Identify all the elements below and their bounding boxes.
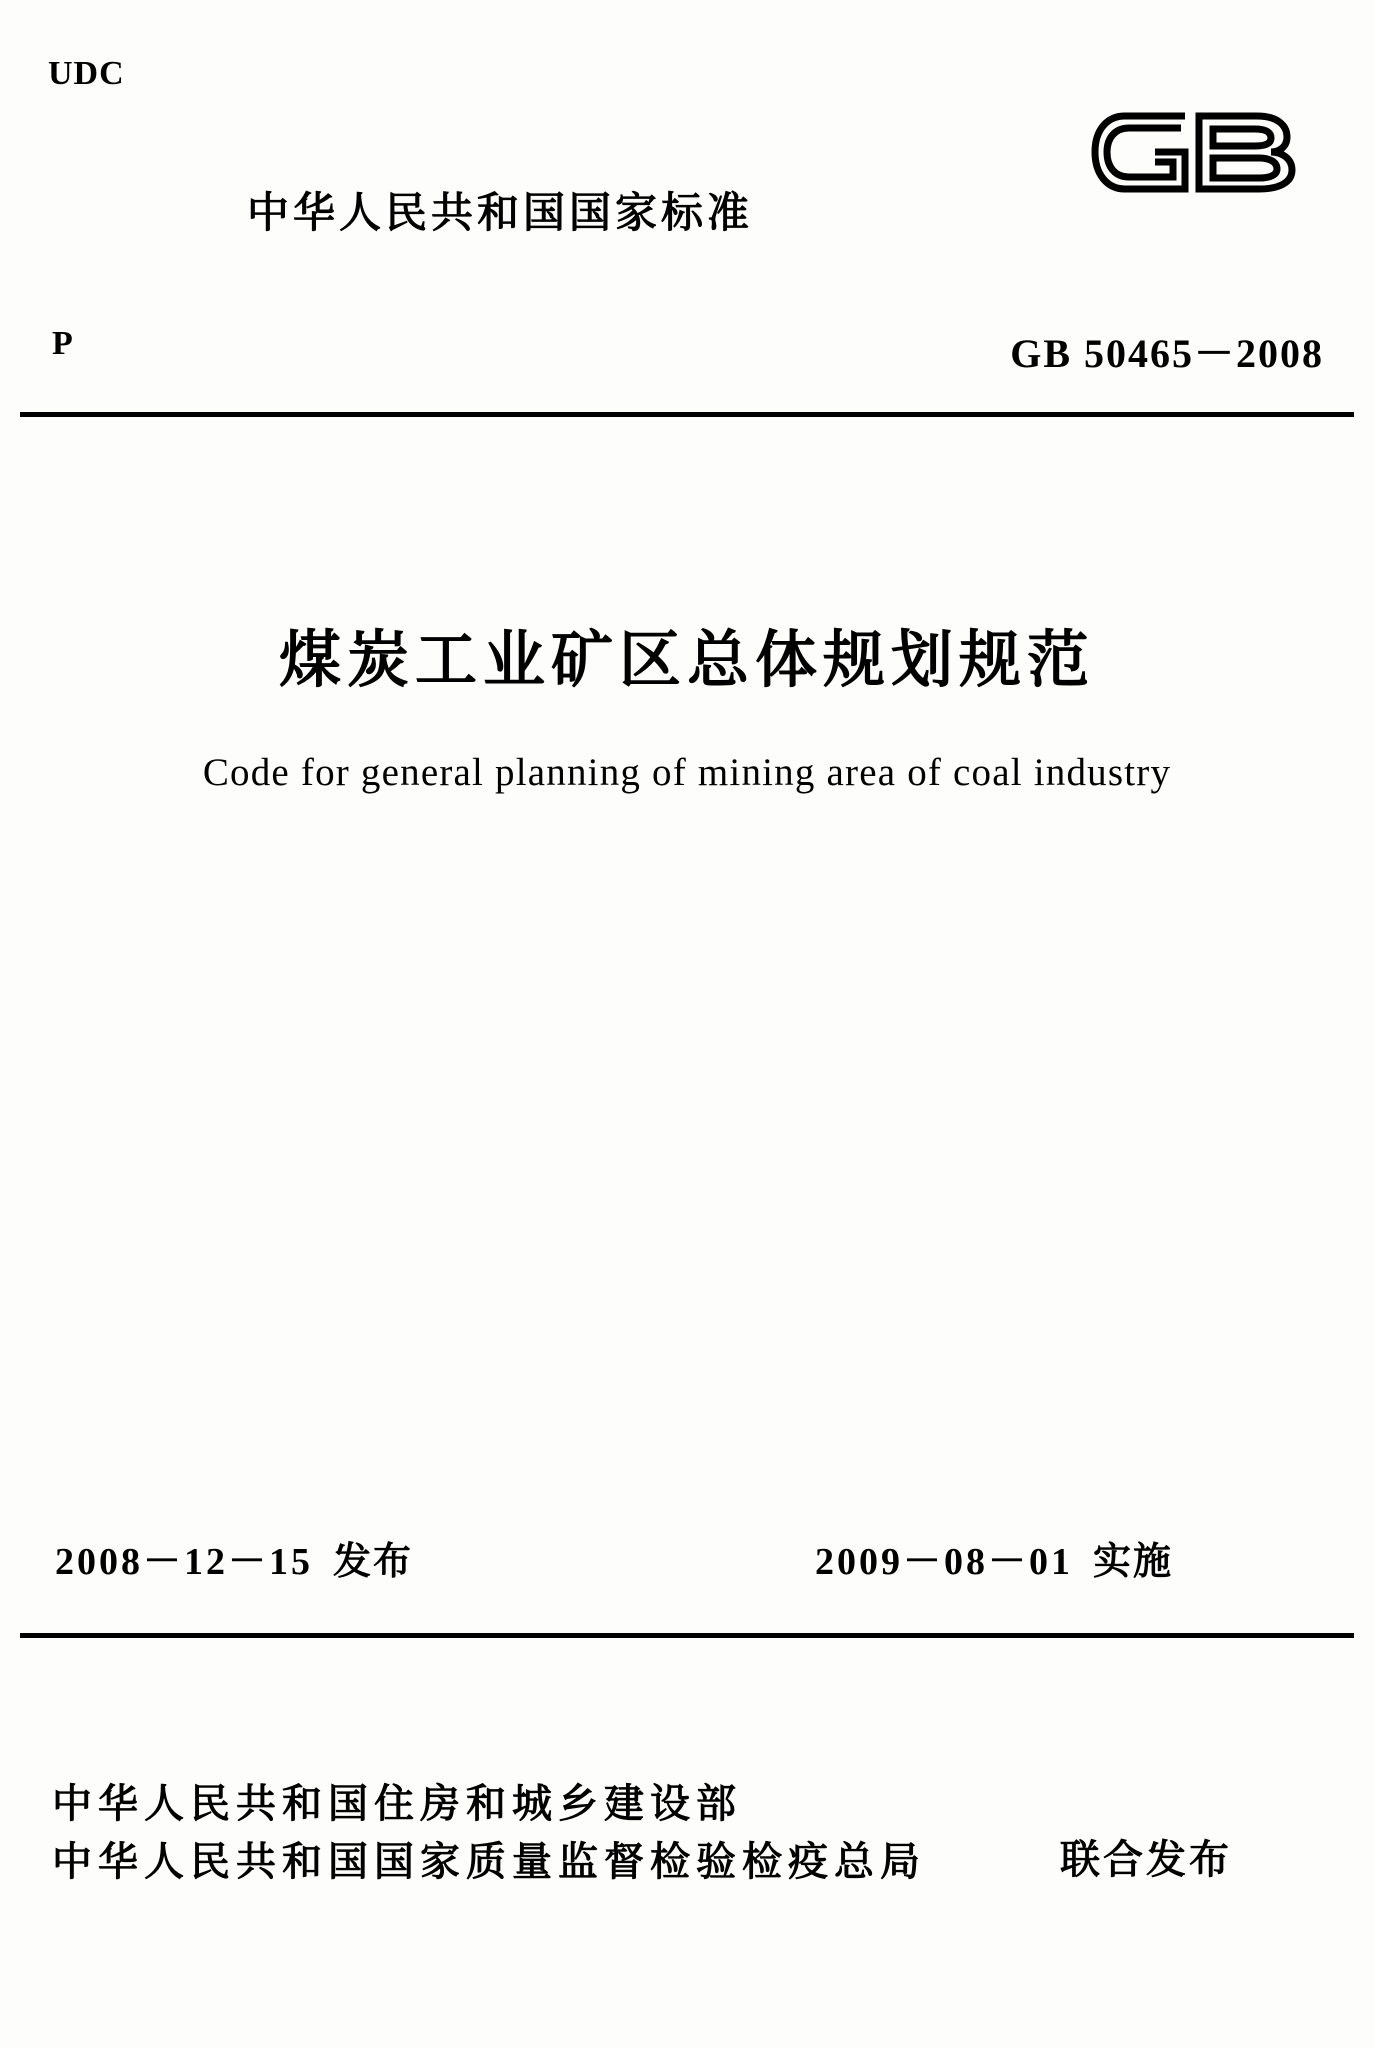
- issue-date: 2008－12－15: [55, 1541, 314, 1583]
- dates-row: [0, 1530, 1374, 1590]
- publisher-line-2: 中华人民共和国国家质量监督检验检疫总局: [52, 1839, 926, 1885]
- issue-date-group: [55, 1530, 413, 1585]
- standard-number: GB 50465－2008: [1010, 331, 1324, 376]
- udc-label: UDC: [48, 55, 125, 92]
- publisher-line-1: 中华人民共和国住房和城乡建设部: [52, 1781, 742, 1827]
- joint-issue-label: 联合发布: [1060, 1837, 1232, 1883]
- effective-action-label: 实施: [1093, 1539, 1174, 1583]
- gb-logo-icon: [1081, 100, 1306, 205]
- national-standard-title: 中华人民共和国国家标准: [246, 188, 753, 237]
- publisher-block: [52, 1775, 1052, 1891]
- effective-date: 2009－08－01: [815, 1541, 1074, 1583]
- cover-header: [0, 0, 1374, 420]
- issue-action-label: 发布: [333, 1539, 414, 1583]
- effective-date-group: [815, 1530, 1173, 1585]
- page-title-english: Code for general planning of mining area of coal industry: [202, 751, 1172, 794]
- page-title-chinese: 煤炭工业矿区总体规划规范: [278, 623, 1095, 696]
- top-divider-rule: [20, 412, 1354, 417]
- category-label: P: [52, 325, 73, 362]
- bottom-divider-rule: [20, 1633, 1354, 1638]
